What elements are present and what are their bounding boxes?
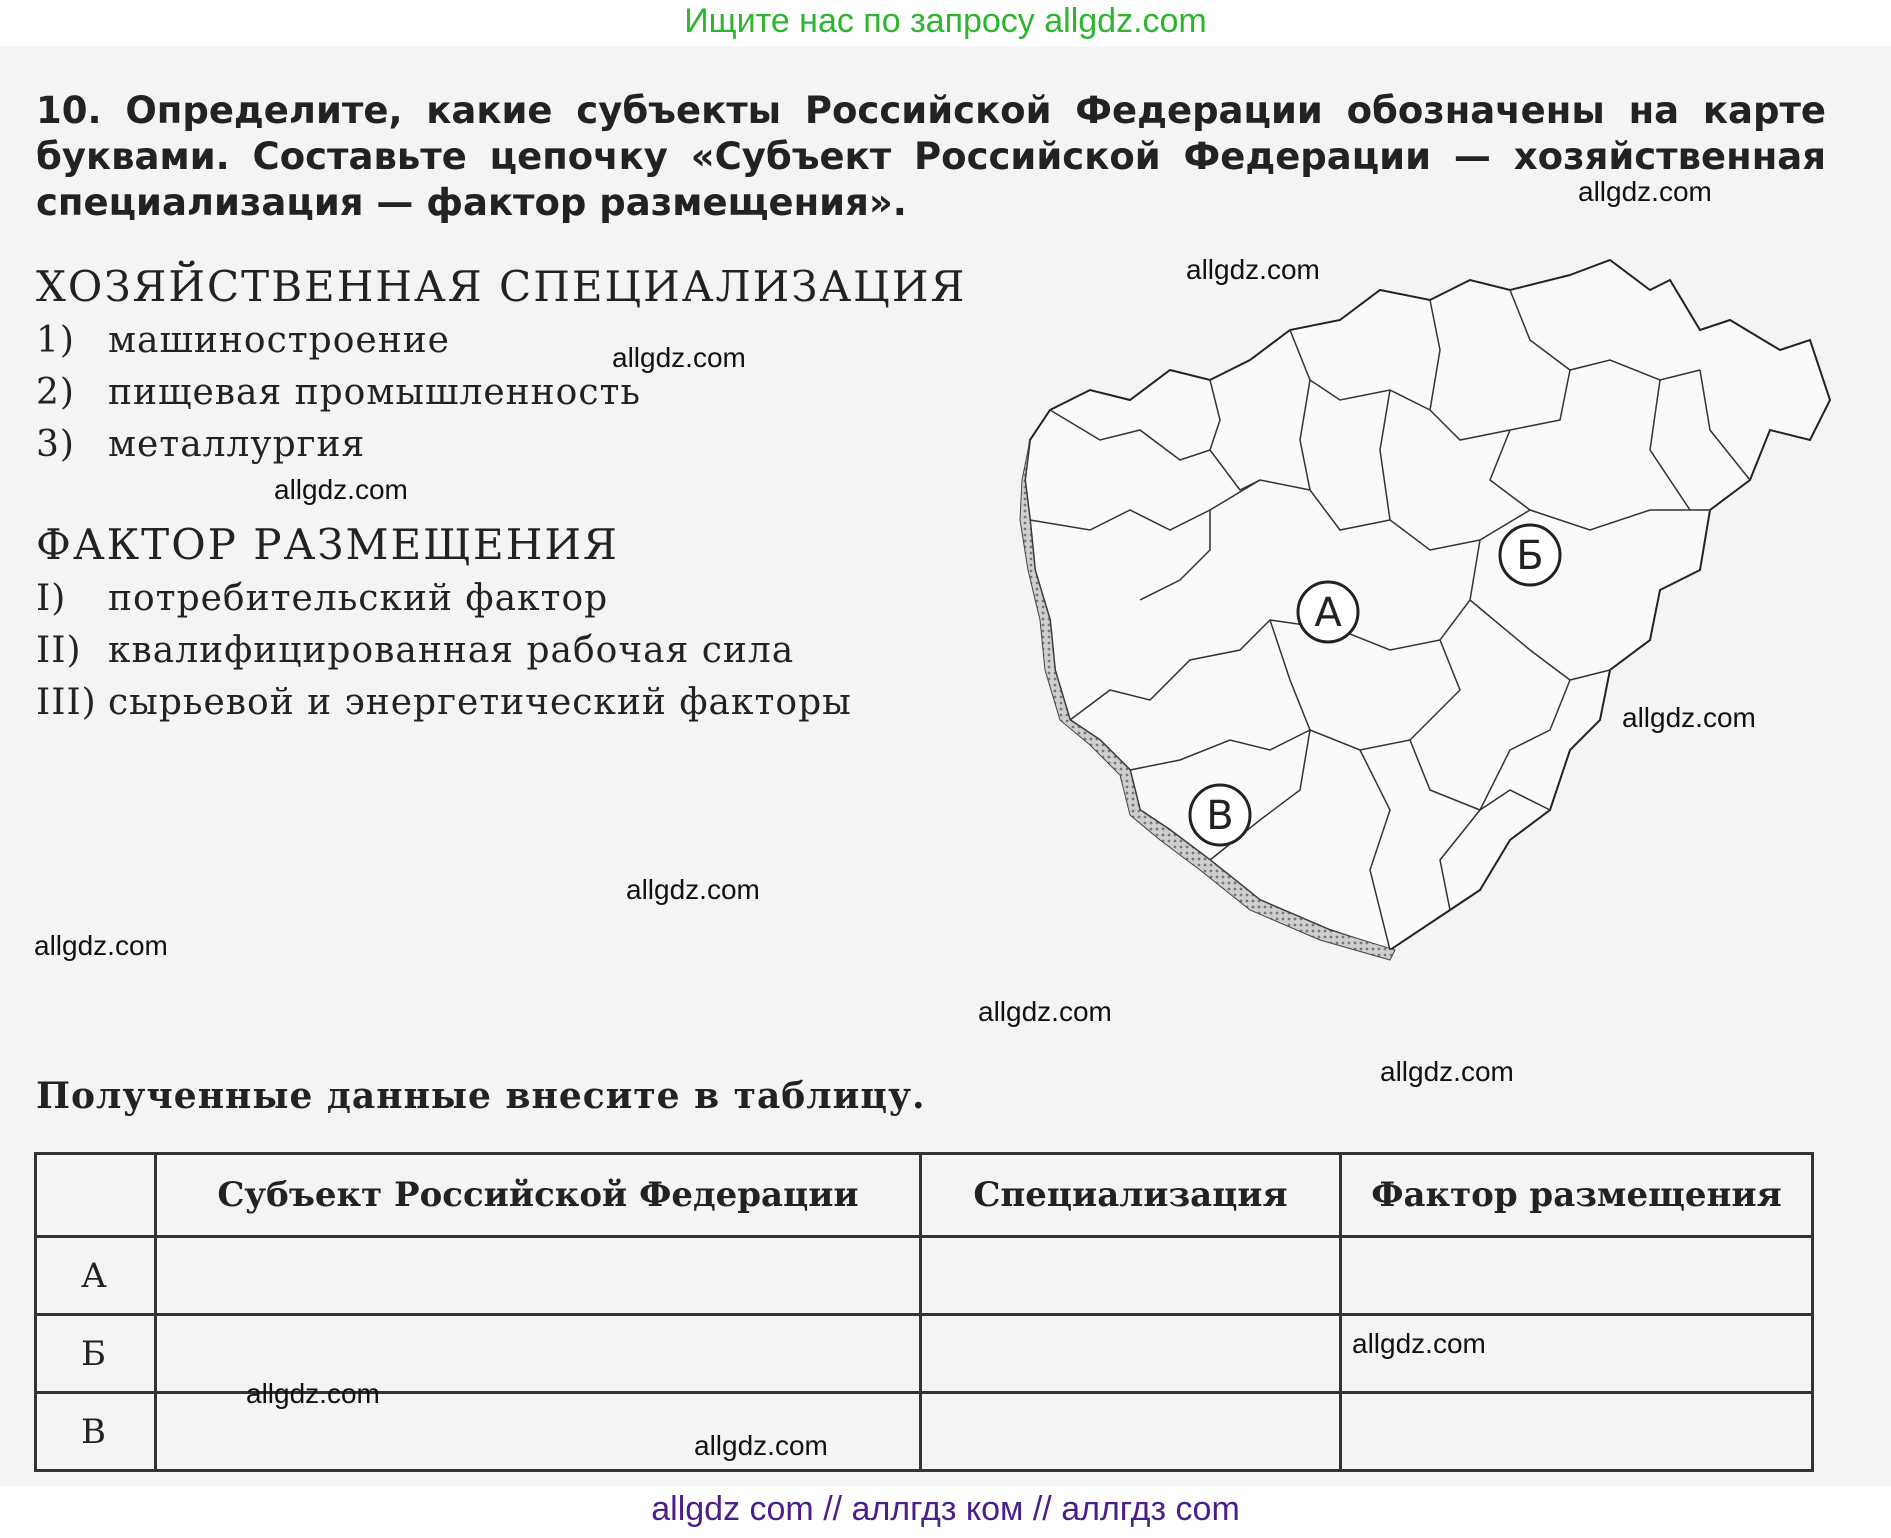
answer-cell[interactable] [1341,1237,1813,1315]
item-label: металлургия [108,424,366,465]
table-header-cell: Субъект Российской Федерации [156,1154,921,1237]
item-label: машиностроение [108,320,450,361]
marker-b [1500,525,1560,585]
answer-cell[interactable] [156,1237,921,1315]
watermark: allgdz.com [626,874,760,905]
item-label: сырьевой и энергетический факторы [108,682,852,723]
watermark: allgdz.com [694,1430,828,1461]
table-row [36,1237,1813,1315]
watermark: allgdz.com [34,930,168,961]
watermark: allgdz.com [274,474,408,505]
instruction-text: Полученные данные внесите в таблицу. [36,1075,926,1117]
marker-v-label: В [1206,793,1234,839]
answer-table [34,1152,1814,1472]
row-label: В [36,1393,156,1471]
answer-cell[interactable] [921,1315,1341,1393]
item-number: I) [36,578,67,619]
answer-cell[interactable] [921,1393,1341,1471]
answer-cell[interactable] [1341,1393,1813,1471]
factor-item [36,578,608,619]
footer-links[interactable]: allgdz com // аллгдз ком // аллгдз com [651,1490,1240,1528]
specialization-title: ХОЗЯЙСТВЕННАЯ СПЕЦИАЛИЗАЦИЯ [36,262,967,311]
item-label: квалифицированная рабочая сила [108,630,795,671]
watermark: allgdz.com [1380,1056,1514,1087]
table-header-row [36,1154,1813,1237]
watermark: allgdz.com [1352,1328,1486,1359]
item-number: 3) [36,424,75,465]
watermark: allgdz.com [246,1378,380,1409]
item-label: потребительский фактор [108,578,609,619]
task-text: 10. Определите, какие субъекты Российской Федерации обозначены на карте буквами. Составьте цепочку «Субъект Российской Федерации — хозяйственная специализация — фактор размещения». [36,89,1826,224]
watermark: allgdz.com [978,996,1112,1027]
answer-cell[interactable] [921,1237,1341,1315]
row-label: А [36,1237,156,1315]
region-map [1010,250,1840,990]
factor-item [36,682,852,723]
watermark: allgdz.com [612,342,746,373]
item-number: 1) [36,320,75,361]
specialization-item [36,372,641,413]
watermark: allgdz.com [1186,254,1320,285]
marker-a [1298,582,1358,642]
row-label: Б [36,1315,156,1393]
item-label: пищевая промышленность [108,372,641,413]
factors-title: ФАКТОР РАЗМЕЩЕНИЯ [36,520,619,569]
marker-b-label: Б [1516,533,1544,579]
factor-item [36,630,794,671]
watermark: allgdz.com [1578,176,1712,207]
table-header-cell: Специализация [921,1154,1341,1237]
marker-a-label: А [1314,590,1342,636]
specialization-item [36,320,450,361]
item-number: III) [36,682,97,723]
marker-v [1190,785,1250,845]
table-header-cell [36,1154,156,1237]
item-number: II) [36,630,82,671]
specialization-item [36,424,365,465]
map-outline [1025,260,1830,950]
watermark: allgdz.com [1622,702,1756,733]
item-number: 2) [36,372,75,413]
table-header-cell: Фактор размещения [1341,1154,1813,1237]
search-hint-link[interactable]: Ищите нас по запросу allgdz.com [684,2,1207,40]
